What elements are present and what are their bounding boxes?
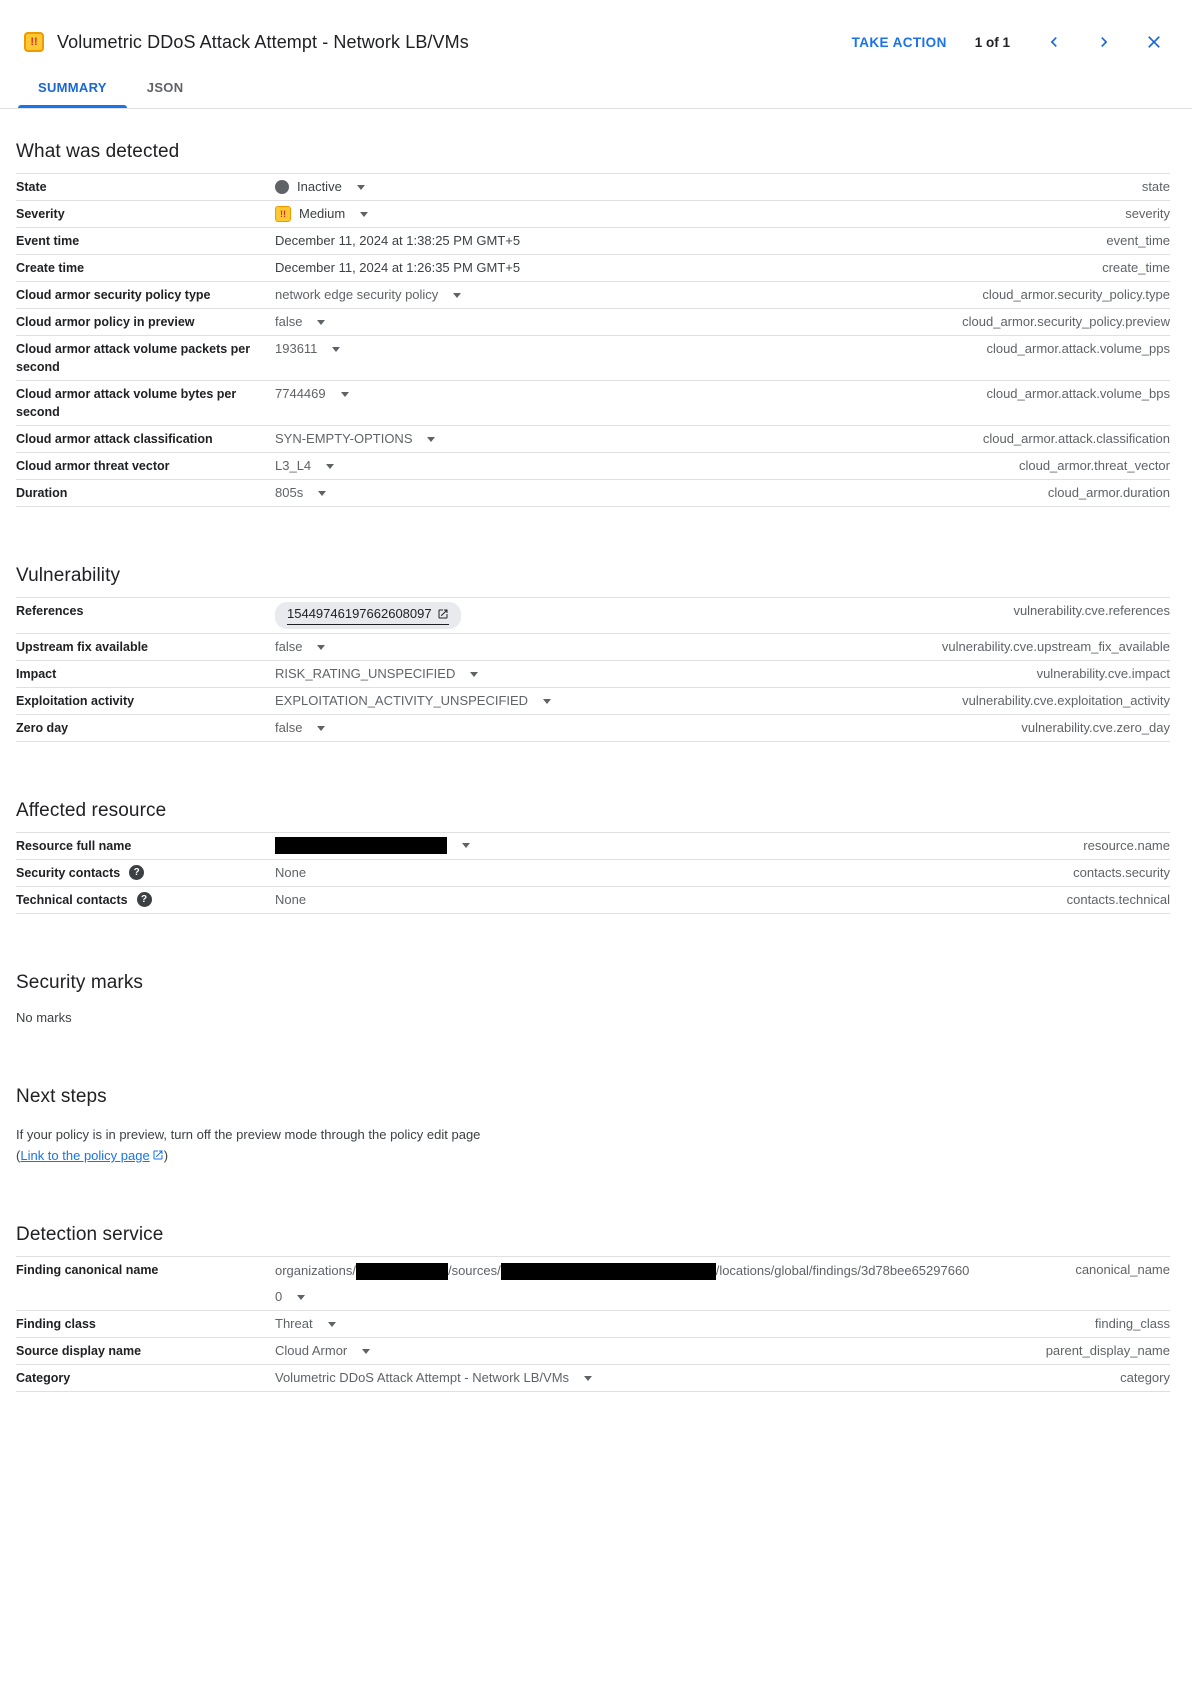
- policy-preview-dropdown[interactable]: [275, 313, 325, 331]
- volume-bps-dropdown[interactable]: [275, 385, 349, 403]
- row-label: Resource full name: [16, 839, 132, 853]
- chevron-down-icon: [462, 843, 470, 848]
- table-row: [16, 688, 1170, 715]
- row-label: Exploitation activity: [16, 694, 135, 708]
- section-title: Security marks: [16, 972, 144, 993]
- severity-value: Medium: [299, 206, 346, 221]
- previous-finding-button[interactable]: [1038, 26, 1070, 58]
- section-vulnerability: [16, 565, 1170, 742]
- section-title: Next steps: [16, 1086, 107, 1107]
- canonical-part: /locations/global/findings/3d78bee65297660: [715, 1263, 970, 1278]
- canonical-name-line1: [275, 1263, 969, 1278]
- row-label: Finding canonical name: [16, 1263, 159, 1277]
- exploitation-activity-dropdown[interactable]: [275, 692, 551, 710]
- reference-id: 15449746197662608097: [287, 606, 432, 621]
- attack-classification-value: SYN-EMPTY-OPTIONS: [275, 431, 413, 446]
- table-row: [16, 174, 1170, 201]
- duration-value: 805s: [275, 485, 304, 500]
- table-row: [16, 228, 1170, 255]
- chevron-down-icon: [332, 347, 340, 352]
- chevron-down-icon: [453, 293, 461, 298]
- chevron-down-icon: [326, 464, 334, 469]
- redacted-source-id: [501, 1263, 716, 1280]
- policy-type-value: network edge security policy: [275, 287, 439, 302]
- category-dropdown[interactable]: [275, 1369, 592, 1387]
- chevron-down-icon: [543, 699, 551, 704]
- security-contacts-value: None: [275, 865, 307, 880]
- redacted-resource-name: [275, 837, 447, 854]
- source-display-name-dropdown[interactable]: [275, 1342, 370, 1360]
- chevron-down-icon: [317, 320, 325, 325]
- create-time-value: December 11, 2024 at 1:26:35 PM GMT+5: [275, 260, 521, 275]
- section-security-marks: [16, 972, 1170, 1028]
- table-row: [16, 480, 1170, 507]
- chevron-right-icon: [1094, 32, 1114, 52]
- table-row: [16, 661, 1170, 688]
- field-name: vulnerability.cve.upstream_fix_available: [941, 639, 1170, 654]
- row-label: Severity: [16, 207, 65, 221]
- table-row: [16, 282, 1170, 309]
- section-affected-resource: [16, 800, 1170, 914]
- table-row: [16, 860, 1170, 887]
- resource-name-dropdown[interactable]: [275, 837, 470, 854]
- field-name: state: [1141, 179, 1170, 194]
- table-row: [16, 833, 1170, 860]
- chevron-down-icon: [317, 645, 325, 650]
- table-row: [16, 453, 1170, 480]
- row-label: Security contacts: [16, 866, 121, 880]
- medium-severity-icon: !!: [275, 206, 291, 222]
- row-label: Cloud armor attack classification: [16, 432, 213, 446]
- field-name: canonical_name: [1075, 1262, 1170, 1277]
- canonical-name-dropdown[interactable]: [275, 1261, 969, 1306]
- tab-json[interactable]: [127, 74, 204, 108]
- severity-dropdown[interactable]: [275, 205, 368, 223]
- tab-summary[interactable]: [18, 74, 127, 108]
- field-name: cloud_armor.duration: [1047, 485, 1170, 500]
- section-next-steps: [16, 1086, 1170, 1166]
- threat-vector-dropdown[interactable]: [275, 457, 334, 475]
- close-icon: [1144, 32, 1164, 52]
- chevron-down-icon: [584, 1376, 592, 1381]
- chevron-down-icon: [362, 1349, 370, 1354]
- tab-bar: [0, 74, 1192, 109]
- tab-summary-label: SUMMARY: [38, 80, 107, 95]
- chevron-down-icon: [328, 1322, 336, 1327]
- next-steps-paragraph: [16, 1124, 494, 1166]
- policy-page-link[interactable]: [20, 1148, 163, 1163]
- table-row: [16, 255, 1170, 282]
- row-label: Category: [16, 1371, 71, 1385]
- tab-json-label: JSON: [146, 80, 184, 95]
- table-row: [16, 336, 1170, 381]
- finding-class-dropdown[interactable]: [275, 1315, 336, 1333]
- field-name: contacts.technical: [1066, 892, 1170, 907]
- section-detection-service: [16, 1224, 1170, 1392]
- open-in-new-icon: [152, 1149, 164, 1161]
- field-name: resource.name: [1083, 838, 1170, 853]
- row-label: Source display name: [16, 1344, 142, 1358]
- reference-chip-inner: [287, 605, 449, 625]
- attack-classification-dropdown[interactable]: [275, 430, 435, 448]
- row-label: Cloud armor policy in preview: [16, 315, 195, 329]
- affected-resource-table: [16, 832, 1170, 914]
- state-value: Inactive: [297, 179, 342, 194]
- field-name: cloud_armor.security_policy.type: [982, 287, 1170, 302]
- close-button[interactable]: [1138, 26, 1170, 58]
- pagination-counter: 1 of 1: [974, 34, 1010, 50]
- table-row: [16, 887, 1170, 914]
- upstream-fix-dropdown[interactable]: [275, 638, 325, 656]
- table-row: [16, 1257, 1170, 1311]
- row-label: Create time: [16, 261, 85, 275]
- field-name: parent_display_name: [1045, 1343, 1170, 1358]
- row-label: Cloud armor attack volume packets per second: [16, 342, 251, 374]
- table-row: [16, 1365, 1170, 1392]
- row-label: Duration: [16, 486, 68, 500]
- row-label: Zero day: [16, 721, 69, 735]
- row-label: Cloud armor attack volume bytes per second: [16, 387, 237, 419]
- field-name: cloud_armor.attack.classification: [982, 431, 1170, 446]
- impact-value: RISK_RATING_UNSPECIFIED: [275, 666, 456, 681]
- section-title: Vulnerability: [16, 565, 121, 586]
- section-title: Detection service: [16, 1224, 164, 1245]
- source-display-name-value: Cloud Armor: [275, 1343, 348, 1358]
- detection-service-table: [16, 1256, 1170, 1392]
- chevron-down-icon: [297, 1295, 305, 1300]
- section-title: Affected resource: [16, 800, 167, 821]
- chevron-down-icon: [427, 437, 435, 442]
- canonical-name-line2: [275, 1288, 969, 1306]
- section-title: What was detected: [16, 141, 180, 162]
- chevron-down-icon: [318, 491, 326, 496]
- table-row: [16, 1338, 1170, 1365]
- table-row: [16, 598, 1170, 634]
- row-label: Technical contacts: [16, 893, 128, 907]
- field-name: cloud_armor.attack.volume_bps: [986, 386, 1170, 401]
- volume-bps-value: 7744469: [275, 386, 326, 401]
- no-marks-text: No marks: [16, 1010, 72, 1025]
- row-label: State: [16, 180, 47, 194]
- row-label: Cloud armor security policy type: [16, 288, 211, 302]
- policy-preview-value: false: [275, 314, 303, 329]
- table-row: [16, 381, 1170, 426]
- impact-dropdown[interactable]: [275, 665, 478, 683]
- table-row: [16, 426, 1170, 453]
- row-label: Upstream fix available: [16, 640, 149, 654]
- canonical-part: /sources/: [447, 1263, 501, 1278]
- category-value: Volumetric DDoS Attack Attempt - Network LB/VMs: [275, 1370, 570, 1385]
- row-label: Cloud armor threat vector: [16, 459, 170, 473]
- volume-pps-value: 193611: [275, 341, 318, 356]
- chevron-down-icon: [317, 726, 325, 731]
- field-name: vulnerability.cve.references: [1013, 603, 1170, 618]
- field-name: cloud_armor.security_policy.preview: [962, 314, 1170, 329]
- chevron-left-icon: [1044, 32, 1064, 52]
- help-icon[interactable]: ?: [129, 865, 144, 880]
- finding-summary-content: [0, 141, 1192, 1452]
- policy-page-link-label: Link to the policy page: [20, 1148, 150, 1163]
- field-name: cloud_armor.threat_vector: [1018, 458, 1170, 473]
- state-dropdown[interactable]: [275, 178, 365, 196]
- field-name: vulnerability.cve.impact: [1036, 666, 1170, 681]
- chevron-down-icon: [470, 672, 478, 677]
- field-name: event_time: [1106, 233, 1170, 248]
- field-name: finding_class: [1094, 1316, 1170, 1331]
- duration-dropdown[interactable]: [275, 484, 326, 502]
- policy-type-dropdown[interactable]: [275, 286, 461, 304]
- table-row: [16, 201, 1170, 228]
- field-name: cloud_armor.attack.volume_pps: [986, 341, 1170, 356]
- row-label: Event time: [16, 234, 80, 248]
- chevron-down-icon: [357, 185, 365, 190]
- exploitation-activity-value: EXPLOITATION_ACTIVITY_UNSPECIFIED: [275, 693, 529, 708]
- finding-panel-header: [0, 0, 1192, 58]
- chevron-down-icon: [341, 392, 349, 397]
- header-actions: [844, 26, 1170, 58]
- technical-contacts-value: None: [275, 892, 307, 907]
- field-name: vulnerability.cve.exploitation_activity: [962, 693, 1170, 708]
- vulnerability-table: [16, 597, 1170, 742]
- finding-class-value: Threat: [275, 1316, 313, 1331]
- table-row: [16, 634, 1170, 661]
- inactive-state-icon: [275, 180, 289, 194]
- reference-chip-link[interactable]: [275, 602, 461, 629]
- row-label: References: [16, 604, 84, 618]
- field-name: contacts.security: [1073, 865, 1170, 880]
- take-action-button[interactable]: TAKE ACTION: [844, 27, 955, 58]
- page-title: Volumetric DDoS Attack Attempt - Network LB/VMs: [57, 31, 469, 52]
- detected-table: [16, 173, 1170, 507]
- field-name: category: [1120, 1370, 1170, 1385]
- field-name: create_time: [1102, 260, 1170, 275]
- row-label: Impact: [16, 667, 57, 681]
- next-steps-text-before: If your policy is in preview, turn off the preview mode through the policy edit page (: [16, 1127, 481, 1163]
- next-steps-text-after: ): [163, 1148, 169, 1163]
- row-label: Finding class: [16, 1317, 96, 1331]
- threat-vector-value: L3_L4: [275, 458, 312, 473]
- table-row: [16, 1311, 1170, 1338]
- section-what-was-detected: [16, 141, 1170, 507]
- zero-day-dropdown[interactable]: [275, 719, 325, 737]
- help-icon[interactable]: ?: [137, 892, 152, 907]
- field-name: vulnerability.cve.zero_day: [1021, 720, 1170, 735]
- volume-pps-dropdown[interactable]: [275, 340, 340, 358]
- canonical-part: organizations/: [275, 1263, 356, 1278]
- table-row: [16, 715, 1170, 742]
- canonical-part: 0: [275, 1289, 283, 1304]
- zero-day-value: false: [275, 720, 303, 735]
- header-title-group: [24, 32, 469, 53]
- open-in-new-icon: [437, 608, 449, 620]
- next-finding-button[interactable]: [1088, 26, 1120, 58]
- field-name: severity: [1125, 206, 1170, 221]
- event-time-value: December 11, 2024 at 1:38:25 PM GMT+5: [275, 233, 521, 248]
- redacted-organization-id: [356, 1263, 448, 1280]
- upstream-fix-value: false: [275, 639, 303, 654]
- medium-severity-icon: !!: [24, 32, 44, 52]
- chevron-down-icon: [360, 212, 368, 217]
- table-row: [16, 309, 1170, 336]
